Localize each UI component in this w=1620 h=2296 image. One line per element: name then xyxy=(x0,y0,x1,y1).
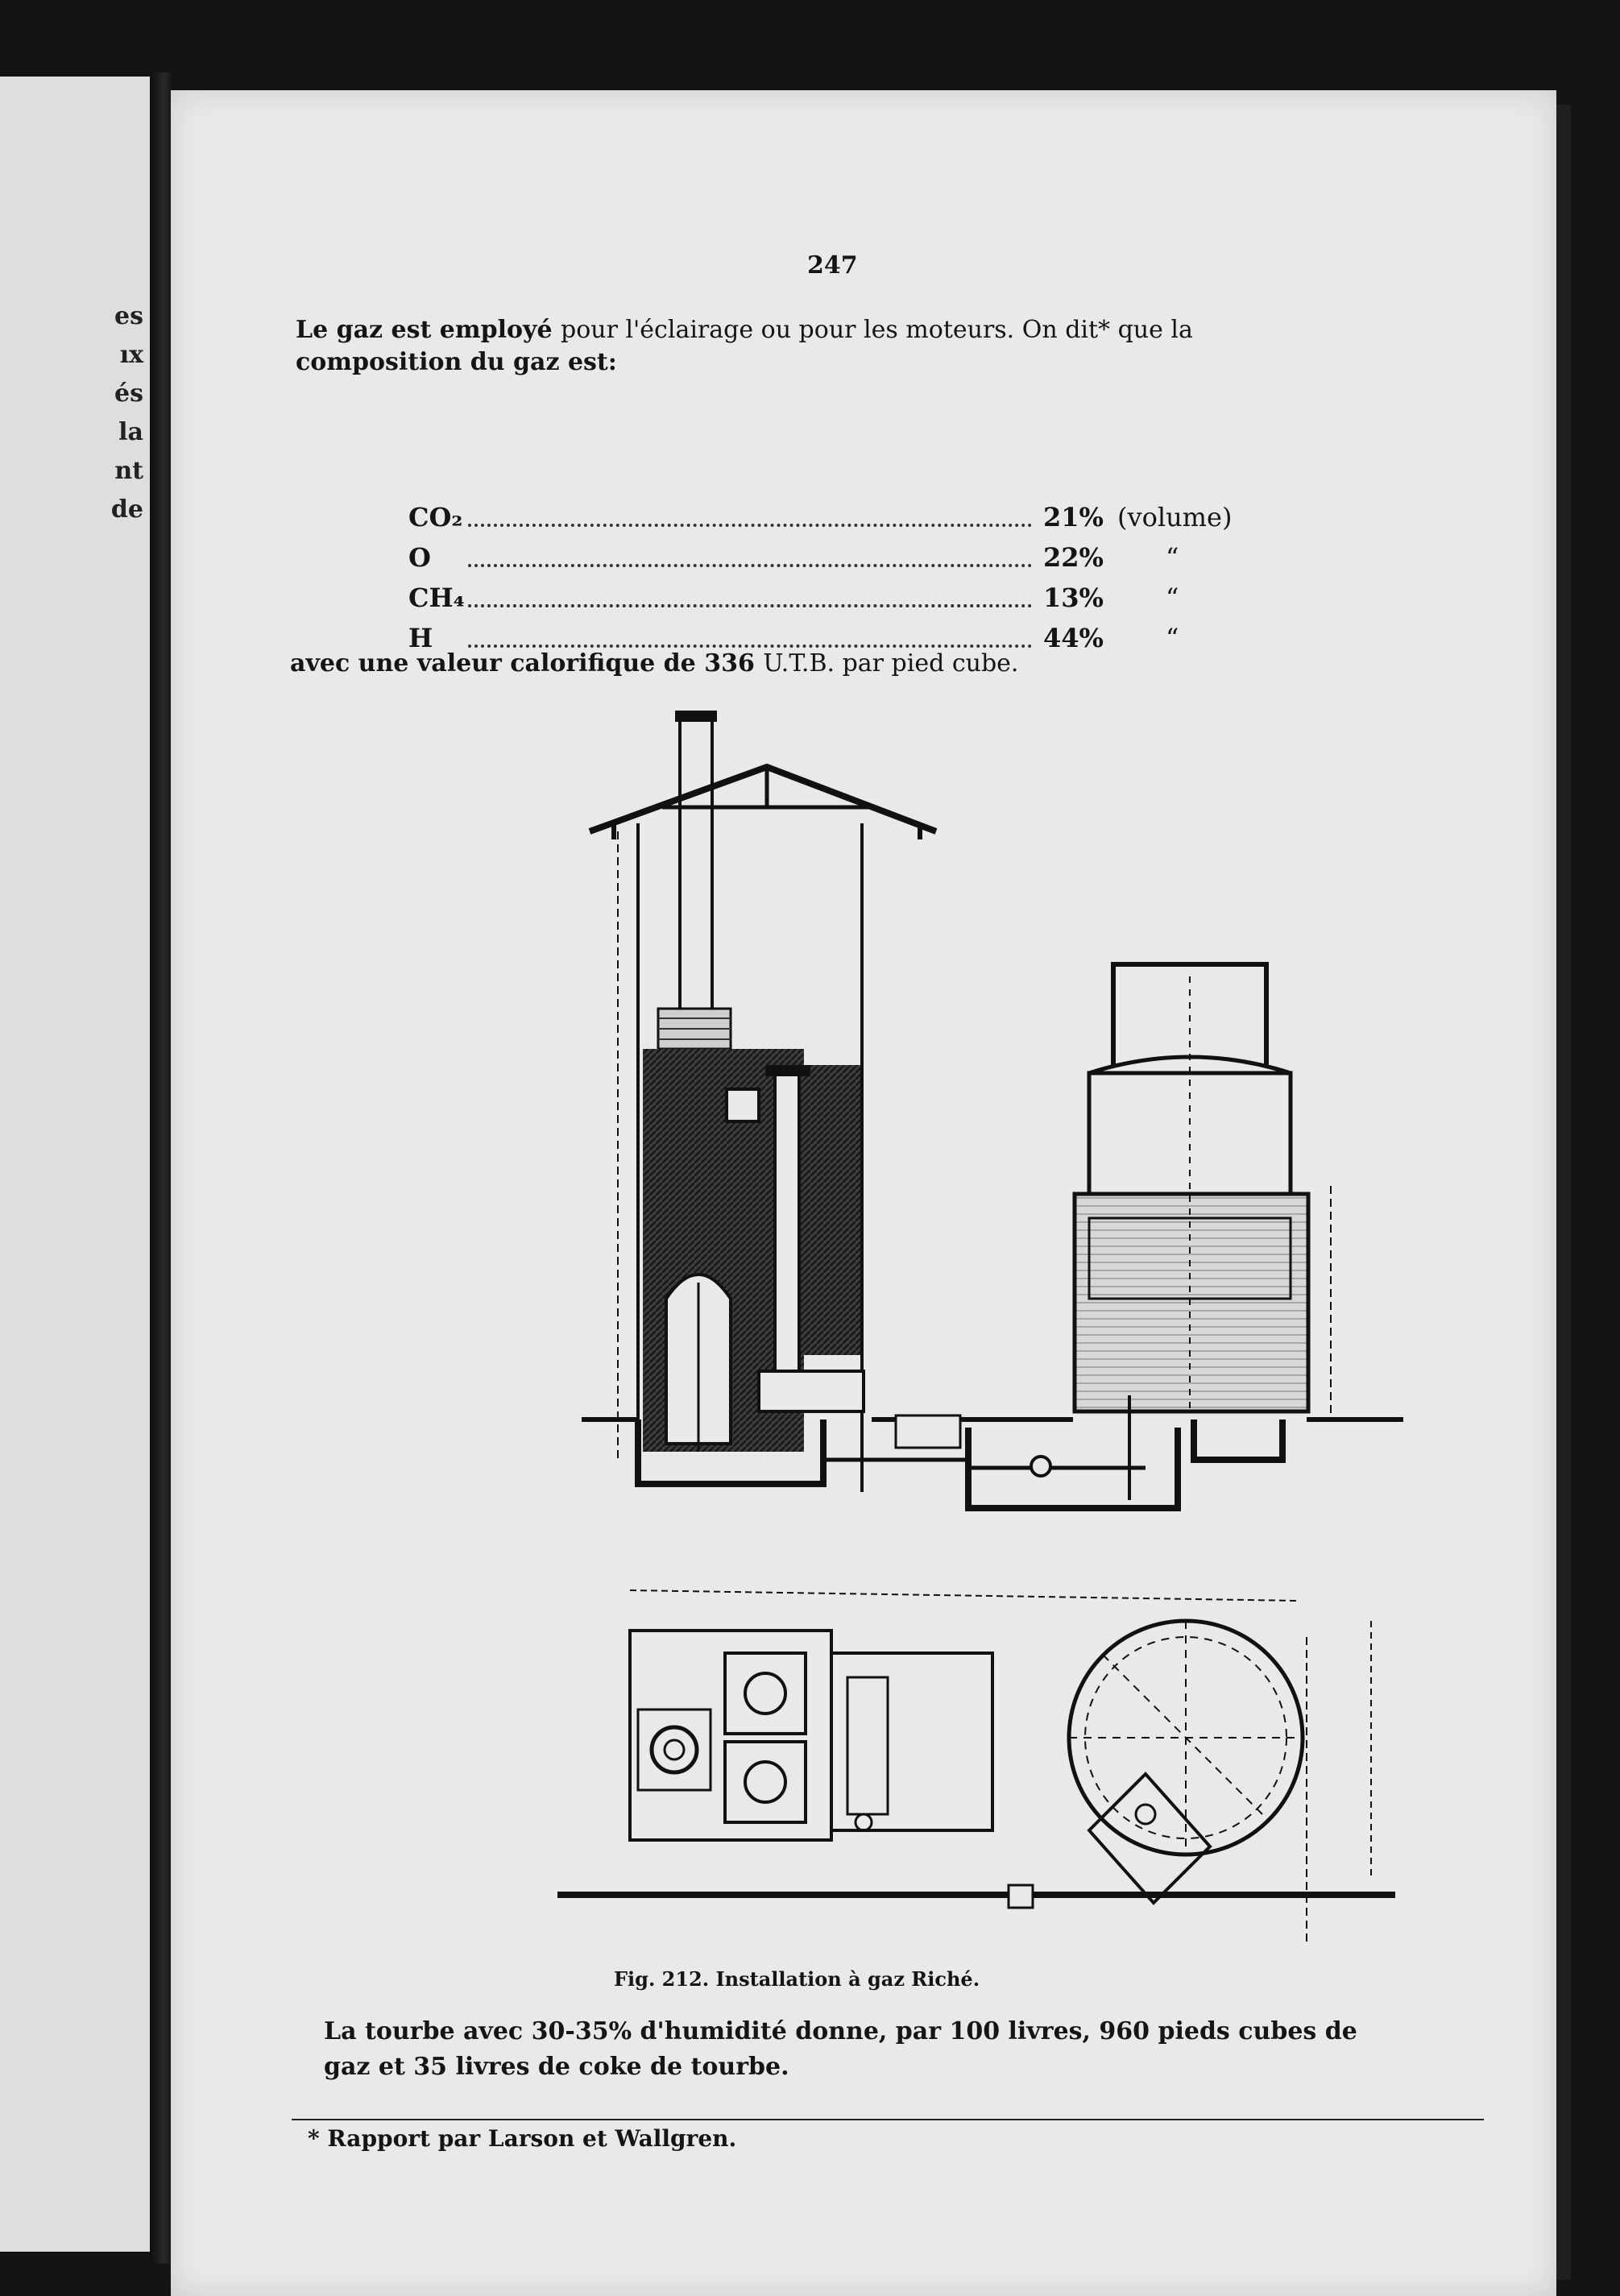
composition-label: CH₄ xyxy=(408,582,465,613)
bottom-paragraph-line-2: gaz et 35 livres de coke de tourbe. xyxy=(324,2053,789,2081)
composition-unit: “ xyxy=(1166,542,1179,573)
figure-caption: Fig. 212. Installation à gaz Riché. xyxy=(614,1967,980,1991)
footnote-divider xyxy=(292,2119,1484,2120)
left-page-fragment: la xyxy=(118,418,143,446)
book-page xyxy=(171,90,1556,2296)
composition-row xyxy=(408,497,1472,537)
left-page-fragment: nt xyxy=(114,457,143,485)
leader-dots xyxy=(468,548,1032,567)
intro-paragraph xyxy=(296,313,1504,348)
left-page-fragment: de xyxy=(110,495,143,524)
footnote: * Rapport par Larson et Wallgren. xyxy=(308,2125,737,2152)
page-edge xyxy=(1556,105,1571,2280)
intro-rest-text: pour l'éclairage ou pour les moteurs. On dit* que la xyxy=(560,316,1193,344)
composition-unit: “ xyxy=(1166,623,1179,653)
composition-row xyxy=(408,537,1472,578)
intro-line-2: composition du gaz est: xyxy=(296,348,617,376)
calorific-rest-text: U.T.B. par pied cube. xyxy=(763,649,1019,678)
composition-row xyxy=(408,578,1472,618)
composition-unit: “ xyxy=(1166,582,1179,613)
gasholder-elevation xyxy=(1075,964,1331,1419)
composition-label: CO₂ xyxy=(408,502,463,533)
plan-view xyxy=(557,1590,1395,1943)
composition-value: 21% xyxy=(1043,502,1104,533)
composition-unit: (volume) xyxy=(1117,502,1233,533)
left-page-fragment: és xyxy=(114,379,143,408)
bottom-paragraph-line-1: La tourbe avec 30-35% d'humidité donne, par 100 livres, 960 pieds cubes de xyxy=(324,2017,1357,2045)
gas-installation-drawing xyxy=(372,686,1436,1943)
leader-dots xyxy=(468,628,1032,648)
left-facing-page xyxy=(0,77,161,2252)
leader-dots xyxy=(468,588,1032,607)
leader-dots xyxy=(468,508,1032,527)
composition-value: 44% xyxy=(1043,623,1104,653)
intro-bold-text: Le gaz est employé xyxy=(296,316,553,344)
composition-label: O xyxy=(408,542,431,573)
left-page-fragment: es xyxy=(114,302,143,330)
composition-value: 13% xyxy=(1043,582,1104,613)
left-page-fragment: ıx xyxy=(119,341,143,369)
bottom-paragraph xyxy=(324,2014,1492,2085)
calorific-bold-text: avec une valeur calorifique de 336 xyxy=(290,649,755,678)
calorific-paragraph xyxy=(290,646,1257,682)
page-number: 247 xyxy=(807,251,858,280)
composition-value: 22% xyxy=(1043,542,1104,573)
furnace-elevation xyxy=(590,711,936,1492)
composition-label: H xyxy=(408,623,433,653)
